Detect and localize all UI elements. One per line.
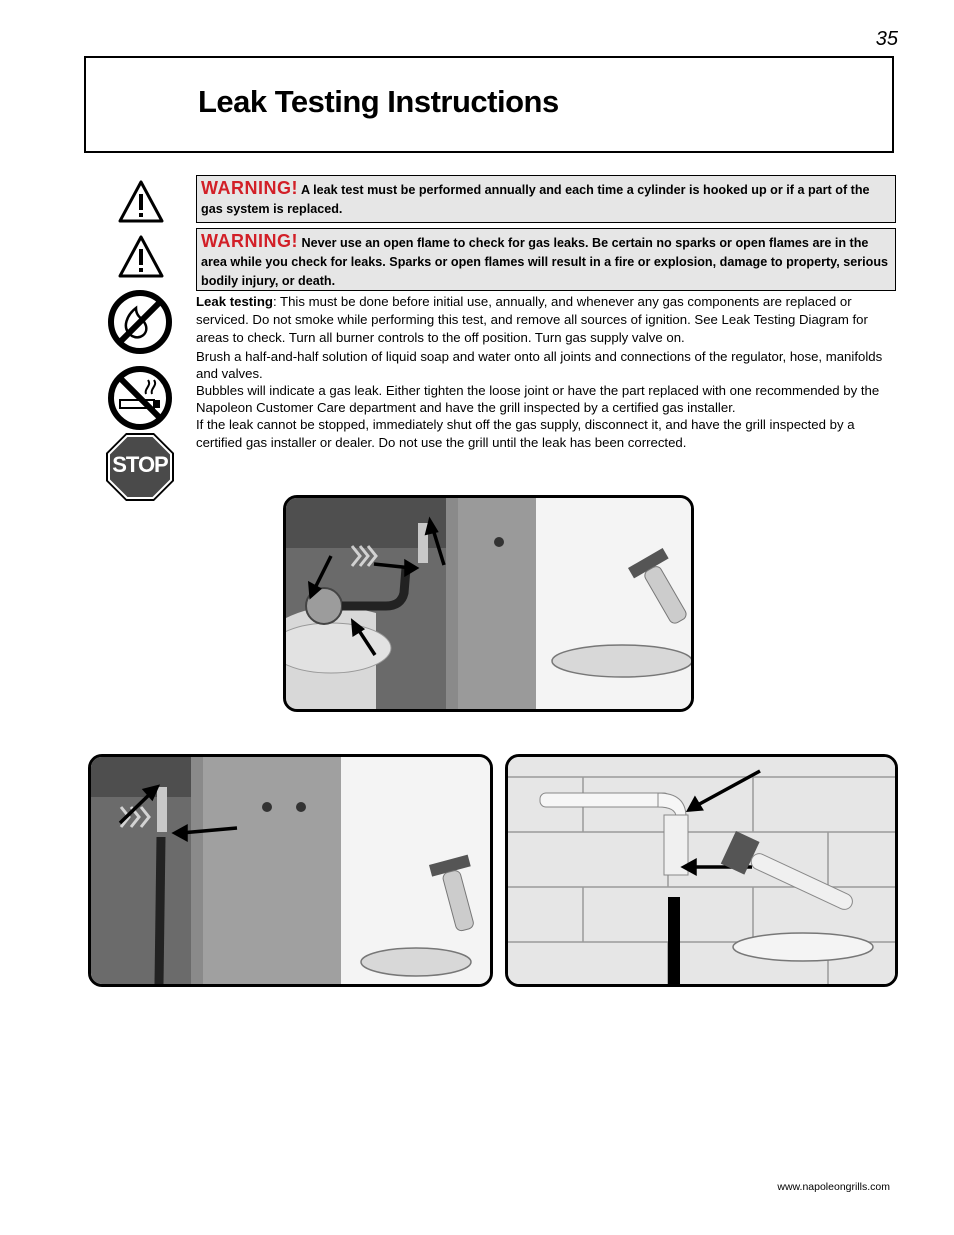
manifold-illustration (508, 757, 895, 984)
warning-triangle-icon (117, 178, 165, 224)
warning-box-annual (196, 175, 896, 223)
no-smoking-icon (106, 364, 174, 432)
warning-triangle-icon (117, 233, 165, 279)
warning-text: A leak test must be performed annually and each time a cylinder is hooked up or if a part of the gas system is replaced. (201, 183, 870, 216)
no-open-flame-icon (106, 288, 174, 356)
footer-website: www.napoleongrills.com (777, 1181, 890, 1193)
leak-test-diagram-manifold (505, 754, 898, 987)
page-number: 35 (875, 28, 898, 50)
leak-testing-label: Leak testing (196, 294, 273, 309)
instruction-paragraph: If the leak cannot be stopped, immediately shut off the gas supply, disconnect it, and have the grill inspected by a certified gas installer or dealer. Do not use the grill until the leak has been corrected. (196, 417, 855, 450)
stop-sign-text: STOP (112, 452, 168, 477)
leak-test-diagram-tank (283, 495, 694, 712)
warning-label: WARNING! (201, 178, 298, 198)
leak-testing-text: : This must be done before initial use, annually, and whenever any gas components are replaced or serviced. Do not smoke while performing this test, and remove all sources of ignition. See Leak Testing Diagram for areas to check. Turn all burner controls to the off position. Turn gas supply valve on. (196, 294, 868, 345)
page-title: Leak Testing Instructions (198, 84, 559, 119)
warning-label: WARNING! (201, 231, 298, 251)
instruction-paragraph: Bubbles will indicate a gas leak. Either tighten the loose joint or have the part replaced with one recommended by the Napoleon Customer Care department and have the grill inspected by a certified gas installer. (196, 383, 880, 415)
tank-regulator-illustration (286, 498, 691, 709)
instruction-paragraph: Brush a half-and-half solution of liquid soap and water onto all joints and connections of the regulator, hose, manifolds and valves. (196, 349, 883, 381)
warning-text: Never use an open flame to check for gas leaks. Be certain no sparks or open flames are in the area while you check for leaks. Sparks or open flames will result in a fire or explosion, damage to property, serious bodily injury, or death. (201, 236, 889, 288)
title-box (84, 56, 894, 153)
warning-box-flame (196, 228, 896, 291)
hose-connection-illustration (91, 757, 490, 984)
leak-test-diagram-hose (88, 754, 493, 987)
leak-testing-instructions (196, 293, 902, 452)
